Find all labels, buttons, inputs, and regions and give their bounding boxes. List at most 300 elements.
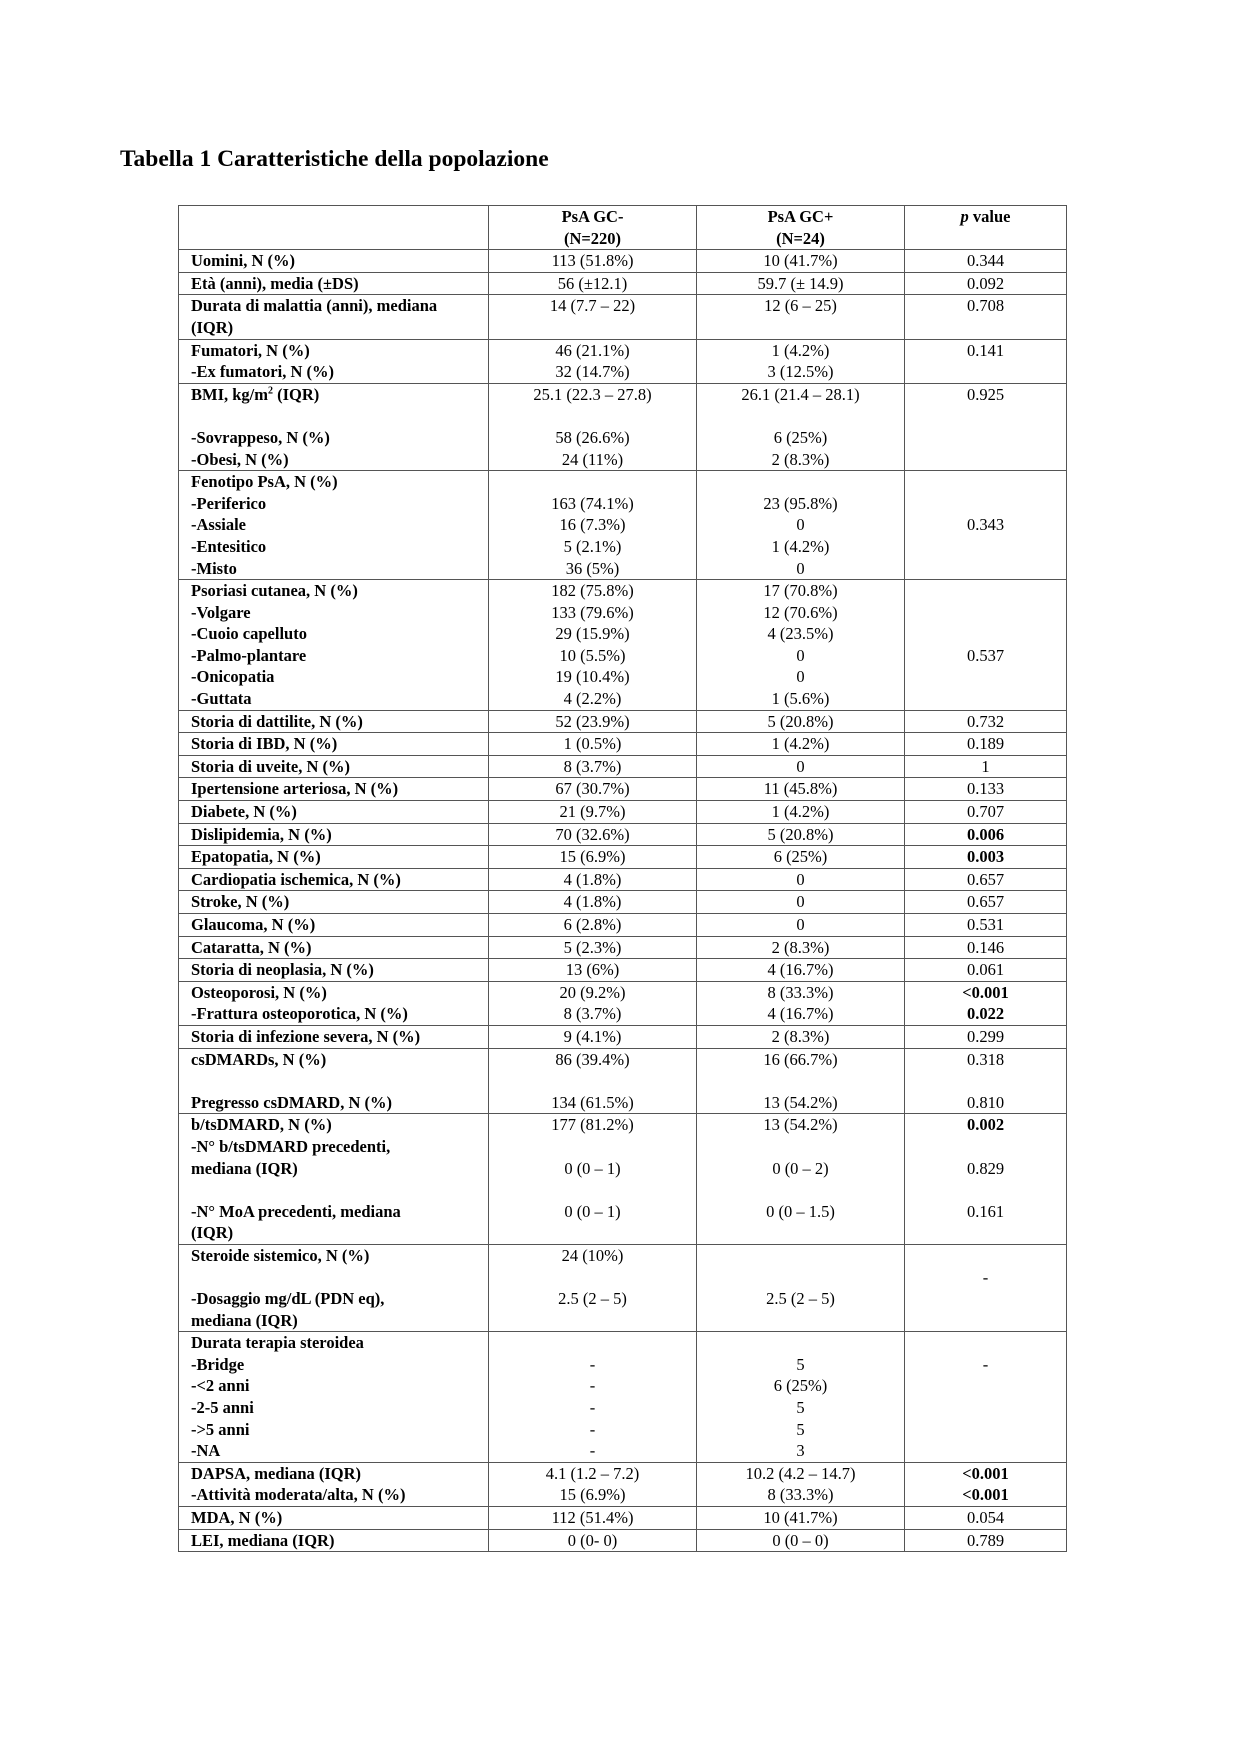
p-value-line: 0.299 [966, 1026, 1005, 1046]
header-row [179, 206, 1067, 250]
row-label-line: -Dosaggio mg/dL (PDN eq), [191, 1289, 385, 1309]
p-value-line: 0.657 [966, 869, 1005, 889]
p-value-line [905, 493, 1066, 515]
gc-pos-value-line: 2 (8.3%) [771, 449, 830, 469]
gc-pos-value [697, 914, 905, 937]
row-label-line: Pregresso csDMARD, N (%) [191, 1092, 393, 1112]
table-row [179, 383, 1067, 470]
gc-pos-value [697, 868, 905, 891]
gc-pos-value-line: 12 (6 – 25) [764, 296, 837, 316]
p-value [905, 801, 1067, 824]
gc-pos-value-line [697, 1222, 904, 1244]
p-value-line: 0.146 [966, 937, 1005, 957]
row-label-line: Dislipidemia, N (%) [191, 824, 332, 844]
gc-pos-value-line: 23 (95.8%) [763, 493, 838, 513]
gc-pos-value-line [697, 1070, 904, 1092]
p-value [905, 471, 1067, 580]
gc-pos-value-line: 1 (4.2%) [771, 536, 830, 556]
gc-pos-value-line: 4 (16.7%) [767, 1004, 834, 1024]
p-value-line [905, 1375, 1066, 1397]
table-row [179, 1462, 1067, 1506]
gc-pos-value-line: 0 [796, 558, 805, 578]
gc-pos-value-line [697, 1267, 904, 1289]
p-value-line: <0.001 [962, 1485, 1009, 1505]
p-value-line [905, 1179, 1066, 1201]
gc-neg-value-line: 4 (2.2%) [563, 689, 622, 709]
gc-pos-value [697, 295, 905, 339]
gc-neg-value-line: 24 (11%) [561, 449, 624, 469]
table-row [179, 981, 1067, 1025]
table-row [179, 1025, 1067, 1048]
gc-pos-value-line [697, 405, 904, 427]
p-value [905, 1048, 1067, 1114]
p-value-line: 0.708 [966, 296, 1005, 316]
gc-neg-value-line: 0 (0- 0) [567, 1530, 618, 1550]
row-label-line: Psoriasi cutanea, N (%) [191, 581, 358, 601]
gc-neg-value-line: - [589, 1419, 596, 1439]
gc-pos-value-line: 0 (0 – 1.5) [766, 1201, 835, 1221]
row-label-line: Storia di neoplasia, N (%) [191, 960, 374, 980]
p-value-line: 0.318 [966, 1049, 1005, 1069]
table-row [179, 1114, 1067, 1245]
p-value [905, 914, 1067, 937]
row-label [179, 1025, 489, 1048]
row-label-line: -<2 anni [191, 1376, 250, 1396]
gc-neg-value-line: 15 (6.9%) [559, 847, 626, 867]
p-value [905, 710, 1067, 733]
row-label-line: Storia di IBD, N (%) [191, 734, 338, 754]
gc-pos-value-line: 6 (25%) [773, 1376, 828, 1396]
row-label-line: -Guttata [191, 689, 252, 709]
row-label [179, 471, 489, 580]
gc-neg-value-line: 24 (10%) [561, 1245, 624, 1265]
gc-pos-value-line: 59.7 (± 14.9) [757, 273, 844, 293]
p-value-line: <0.001 [962, 982, 1009, 1002]
gc-pos-value [697, 1529, 905, 1552]
gc-pos-value-line [697, 1332, 904, 1354]
gc-neg-value-line: 177 (81.2%) [551, 1115, 634, 1135]
gc-pos-value-line: 0 [796, 892, 805, 912]
gc-neg-value-line: 58 (26.6%) [555, 427, 630, 447]
row-label-line: Ipertensione arteriosa, N (%) [191, 779, 399, 799]
table-row [179, 801, 1067, 824]
gc-pos-value-line: 8 (33.3%) [767, 982, 834, 1002]
gc-neg-value [489, 1114, 697, 1245]
table-row [179, 778, 1067, 801]
row-label [179, 295, 489, 339]
p-value-line: 0.161 [966, 1201, 1005, 1221]
gc-pos-value [697, 1114, 905, 1245]
gc-neg-value-line [489, 1222, 696, 1244]
gc-neg-value-line: 5 (2.1%) [563, 536, 622, 556]
row-label-line: Cataratta, N (%) [191, 937, 312, 957]
gc-neg-value-line: - [589, 1441, 596, 1461]
p-value-line [905, 1332, 1066, 1354]
table-row [179, 272, 1067, 295]
p-value-line: - [982, 1267, 989, 1287]
table-row [179, 1332, 1067, 1463]
p-value [905, 846, 1067, 869]
table-row [179, 1507, 1067, 1530]
row-label-line [191, 1070, 488, 1092]
gc-neg-value-line: 113 (51.8%) [551, 251, 634, 271]
gc-pos-value-line: 10.2 (4.2 – 14.7) [745, 1463, 856, 1483]
p-value-line [905, 602, 1066, 624]
p-value [905, 1114, 1067, 1245]
gc-neg-value [489, 1332, 697, 1463]
gc-pos-value-line: 2.5 (2 – 5) [766, 1289, 835, 1309]
gc-pos-value [697, 891, 905, 914]
gc-pos-value-line: 0 [796, 756, 805, 776]
gc-neg-value [489, 1507, 697, 1530]
p-value-line: 0.189 [966, 734, 1005, 754]
gc-neg-value-line: 56 (±12.1) [557, 273, 628, 293]
row-label-line: -Frattura osteoporotica, N (%) [191, 1004, 408, 1024]
p-value-line [905, 427, 1066, 449]
table-row [179, 471, 1067, 580]
p-value-line: 0.092 [966, 273, 1005, 293]
p-value-line: 0.003 [966, 847, 1005, 867]
gc-pos-value-line: 5 [796, 1398, 805, 1418]
gc-neg-value-line: 2.5 (2 – 5) [558, 1289, 627, 1309]
gc-neg-value-line: 13 (6%) [565, 960, 620, 980]
row-label-line: Epatopatia, N (%) [191, 847, 321, 867]
p-value [905, 891, 1067, 914]
gc-neg-value-line: 15 (6.9%) [559, 1485, 626, 1505]
gc-pos-value-line: 0 [796, 869, 805, 889]
row-label-line: mediana (IQR) [191, 1158, 298, 1178]
gc-neg-value-line: - [589, 1376, 596, 1396]
gc-neg-value-line: 20 (9.2%) [559, 982, 626, 1002]
p-value-line [905, 1245, 1066, 1267]
p-value-line: 0.531 [966, 915, 1005, 934]
row-label-line: -Assiale [191, 515, 246, 535]
gc-pos-value-line: 0 [796, 515, 805, 535]
p-value-line [905, 361, 1066, 383]
gc-pos-value [697, 755, 905, 778]
row-label [179, 959, 489, 982]
p-value-line [905, 449, 1066, 471]
gc-pos-value [697, 733, 905, 756]
gc-neg-value-line: 182 (75.8%) [551, 581, 634, 601]
gc-pos-value-line: 1 (5.6%) [771, 689, 830, 709]
row-label-line: DAPSA, mediana (IQR) [191, 1463, 362, 1483]
p-value-line [905, 623, 1066, 645]
p-value-line: 0.054 [966, 1508, 1005, 1528]
gc-neg-value [489, 733, 697, 756]
gc-pos-value-line: 1 (4.2%) [771, 802, 830, 822]
table-row [179, 846, 1067, 869]
gc-neg-value-line: 14 (7.7 – 22) [549, 296, 636, 316]
table-row [179, 295, 1067, 339]
row-label-line: (IQR) [191, 1223, 234, 1243]
gc-pos-value-line: 6 (25%) [773, 427, 828, 447]
row-label-line: -Volgare [191, 602, 251, 622]
gc-neg-value-line [489, 1179, 696, 1201]
row-label [179, 1048, 489, 1114]
header-empty-cell [179, 206, 489, 250]
p-value-line: 0.810 [966, 1092, 1005, 1112]
p-value-line: 0.022 [966, 1004, 1005, 1024]
gc-pos-value [697, 1048, 905, 1114]
row-label-line: -N° b/tsDMARD precedenti, [191, 1136, 391, 1156]
table-row [179, 823, 1067, 846]
p-value-line: 0.141 [966, 340, 1005, 360]
gc-neg-value [489, 936, 697, 959]
gc-pos-value [697, 823, 905, 846]
row-label [179, 1507, 489, 1530]
gc-neg-value-line: 8 (3.7%) [563, 756, 622, 776]
gc-neg-value-line: 32 (14.7%) [555, 362, 630, 382]
row-label-line: b/tsDMARD, N (%) [191, 1115, 332, 1135]
gc-pos-value [697, 981, 905, 1025]
gc-pos-value-line: 5 (20.8%) [767, 824, 834, 844]
row-label-line: (IQR) [191, 317, 234, 337]
gc-neg-value-line: 67 (30.7%) [555, 779, 630, 799]
gc-neg-value [489, 846, 697, 869]
gc-neg-value [489, 981, 697, 1025]
gc-pos-value [697, 339, 905, 383]
gc-pos-value [697, 471, 905, 580]
header-gc-pos: PsA GC+ (N=24) [697, 206, 905, 250]
gc-neg-value-line: 36 (5%) [565, 558, 620, 578]
gc-pos-value [697, 846, 905, 869]
gc-neg-value-line [489, 405, 696, 427]
gc-neg-value-line: 112 (51.4%) [551, 1508, 634, 1528]
row-label-line: -Obesi, N (%) [191, 449, 289, 469]
gc-pos-value-line: 0 (0 – 2) [772, 1158, 829, 1178]
gc-pos-value-line: 0 [796, 915, 805, 934]
gc-pos-value-line: 13 (54.2%) [763, 1092, 838, 1112]
row-label-line: Cardiopatia ischemica, N (%) [191, 869, 401, 889]
p-value-line [905, 1070, 1066, 1092]
p-value [905, 295, 1067, 339]
gc-pos-value-line: 2 (8.3%) [771, 1026, 830, 1046]
row-label-line: MDA, N (%) [191, 1508, 283, 1528]
gc-neg-value-line: 21 (9.7%) [559, 802, 626, 822]
gc-neg-value-line: 25.1 (22.3 – 27.8) [533, 384, 652, 404]
gc-neg-value-line [489, 471, 696, 493]
row-label [179, 891, 489, 914]
row-label-line: -Bridge [191, 1354, 245, 1374]
row-label [179, 250, 489, 273]
table-row [179, 936, 1067, 959]
table-row [179, 733, 1067, 756]
p-value-line [905, 688, 1066, 710]
p-value-line: 0.537 [966, 645, 1005, 665]
gc-neg-value-line: 46 (21.1%) [555, 340, 630, 360]
row-label [179, 755, 489, 778]
header-p-value: p value [905, 206, 1067, 250]
gc-pos-value-line [697, 1136, 904, 1158]
gc-neg-value [489, 823, 697, 846]
gc-pos-value-line: 5 [796, 1354, 805, 1374]
gc-pos-value-line: 0 [796, 667, 805, 687]
gc-pos-value-line: 16 (66.7%) [763, 1049, 838, 1069]
gc-neg-value [489, 1244, 697, 1331]
row-label-line: -Sovrappeso, N (%) [191, 427, 330, 447]
p-value-line: 0.002 [966, 1115, 1005, 1135]
gc-pos-value [697, 250, 905, 273]
gc-pos-value [697, 778, 905, 801]
row-label-line: Stroke, N (%) [191, 892, 290, 912]
row-label-line: -Palmo-plantare [191, 645, 307, 665]
gc-neg-value-line: - [589, 1398, 596, 1418]
gc-neg-value-line: 8 (3.7%) [563, 1004, 622, 1024]
gc-neg-value [489, 295, 697, 339]
p-value-line: 0.789 [966, 1530, 1005, 1550]
row-label-line: csDMARDs, N (%) [191, 1049, 327, 1069]
row-label-line: BMI, $kg/m^2$ (IQR) [191, 384, 320, 404]
p-value-line [905, 666, 1066, 688]
gc-pos-value-line: 26.1 (21.4 – 28.1) [741, 384, 860, 404]
gc-pos-value-line [697, 317, 904, 339]
gc-pos-value-line: 11 (45.8%) [763, 779, 838, 799]
row-label-line [191, 1179, 488, 1201]
p-value [905, 823, 1067, 846]
gc-neg-value-line: 0 (0 – 1) [564, 1201, 621, 1221]
gc-pos-value-line: 2 (8.3%) [771, 937, 830, 957]
p-value [905, 1529, 1067, 1552]
row-label-line: Storia di dattilite, N (%) [191, 711, 363, 731]
gc-neg-value [489, 959, 697, 982]
gc-neg-value-line: 4.1 (1.2 – 7.2) [545, 1463, 640, 1483]
p-value-line: 0.006 [966, 824, 1005, 844]
gc-neg-value [489, 801, 697, 824]
gc-pos-value-line: 0 (0 – 0) [772, 1530, 829, 1550]
gc-pos-value-line: 3 [796, 1441, 805, 1461]
p-value [905, 959, 1067, 982]
row-label [179, 1114, 489, 1245]
row-label [179, 914, 489, 937]
row-label [179, 383, 489, 470]
p-value-line: 0.133 [966, 779, 1005, 799]
row-label-line: -2-5 anni [191, 1398, 254, 1418]
gc-pos-value-line: 5 [796, 1419, 805, 1439]
gc-pos-value-line: 1 (4.2%) [771, 340, 830, 360]
row-label-line: Fenotipo PsA, N (%) [191, 472, 338, 492]
p-value [905, 1507, 1067, 1530]
p-value-line: 1 [981, 756, 990, 776]
gc-neg-value-line [489, 1310, 696, 1332]
p-value-line [905, 1310, 1066, 1332]
row-label [179, 710, 489, 733]
gc-pos-value [697, 383, 905, 470]
row-label-line [191, 1267, 488, 1289]
p-value-line [905, 317, 1066, 339]
table-row [179, 914, 1067, 937]
p-value [905, 1462, 1067, 1506]
gc-neg-value-line [489, 1070, 696, 1092]
row-label-line: -N° MoA precedenti, mediana [191, 1201, 401, 1221]
row-label-line: -Misto [191, 558, 237, 578]
table-row [179, 250, 1067, 273]
p-value-line [905, 1222, 1066, 1244]
gc-pos-value [697, 1332, 905, 1463]
gc-neg-value [489, 471, 697, 580]
table-row [179, 1048, 1067, 1114]
p-value-line: 0.829 [966, 1158, 1005, 1178]
row-label-line: Diabete, N (%) [191, 802, 297, 822]
row-label-line: Steroide sistemico, N (%) [191, 1245, 370, 1265]
gc-neg-value-line: 9 (4.1%) [563, 1026, 622, 1046]
row-label-line: Durata terapia steroidea [191, 1333, 364, 1353]
gc-neg-value [489, 914, 697, 937]
p-value-line: 0.344 [966, 251, 1005, 271]
gc-neg-value-line: - [589, 1354, 596, 1374]
row-label [179, 1529, 489, 1552]
p-value-line: 0.925 [966, 384, 1005, 404]
p-value [905, 778, 1067, 801]
gc-pos-value-line [697, 471, 904, 493]
table-row [179, 959, 1067, 982]
gc-neg-value [489, 383, 697, 470]
gc-neg-value-line: 19 (10.4%) [555, 667, 630, 687]
gc-neg-value [489, 1048, 697, 1114]
p-value [905, 339, 1067, 383]
table-row [179, 1529, 1067, 1552]
row-label [179, 272, 489, 295]
p-value [905, 1332, 1067, 1463]
row-label [179, 868, 489, 891]
gc-pos-value-line: 10 (41.7%) [763, 251, 838, 271]
row-label-line: Storia di infezione severa, N (%) [191, 1026, 421, 1046]
gc-neg-value-line: 6 (2.8%) [563, 915, 622, 934]
gc-pos-value-line: 13 (54.2%) [763, 1115, 838, 1135]
gc-neg-value-line: 163 (74.1%) [551, 493, 634, 513]
row-label [179, 1332, 489, 1463]
gc-pos-value-line: 0 [796, 645, 805, 665]
gc-pos-value [697, 272, 905, 295]
p-value-line [905, 471, 1066, 493]
gc-neg-value [489, 1462, 697, 1506]
gc-neg-value-line: 52 (23.9%) [555, 711, 630, 731]
row-label-line: -Attività moderata/alta, N (%) [191, 1485, 406, 1505]
gc-neg-value-line: 4 (1.8%) [563, 869, 622, 889]
gc-pos-value [697, 1462, 905, 1506]
row-label-line: -NA [191, 1441, 221, 1461]
row-label [179, 339, 489, 383]
gc-pos-value-line: 5 (20.8%) [767, 711, 834, 731]
p-value [905, 383, 1067, 470]
row-label-line: -Ex fumatori, N (%) [191, 362, 334, 382]
gc-neg-value-line [489, 1267, 696, 1289]
gc-pos-value-line: 1 (4.2%) [771, 734, 830, 754]
gc-neg-value-line: 10 (5.5%) [559, 645, 626, 665]
p-value-line [905, 1440, 1066, 1462]
row-label [179, 981, 489, 1025]
gc-neg-value-line: 1 (0.5%) [563, 734, 622, 754]
row-label-line: Glaucoma, N (%) [191, 915, 316, 934]
row-label-line: Uomini, N (%) [191, 251, 296, 271]
gc-pos-value [697, 1244, 905, 1331]
row-label [179, 1462, 489, 1506]
p-value-line [905, 1397, 1066, 1419]
p-value [905, 755, 1067, 778]
p-value-line: 0.707 [966, 802, 1005, 822]
gc-neg-value [489, 1529, 697, 1552]
gc-neg-value [489, 250, 697, 273]
gc-neg-value [489, 891, 697, 914]
gc-pos-value-line: 12 (70.6%) [763, 602, 838, 622]
row-label-line: Storia di uveite, N (%) [191, 756, 351, 776]
header-gc-neg: PsA GC- (N=220) [489, 206, 697, 250]
p-value-line: - [982, 1354, 989, 1374]
row-label-line: -Entesitico [191, 536, 267, 556]
gc-neg-value-line: 134 (61.5%) [551, 1092, 634, 1112]
gc-neg-value [489, 339, 697, 383]
gc-pos-value [697, 936, 905, 959]
